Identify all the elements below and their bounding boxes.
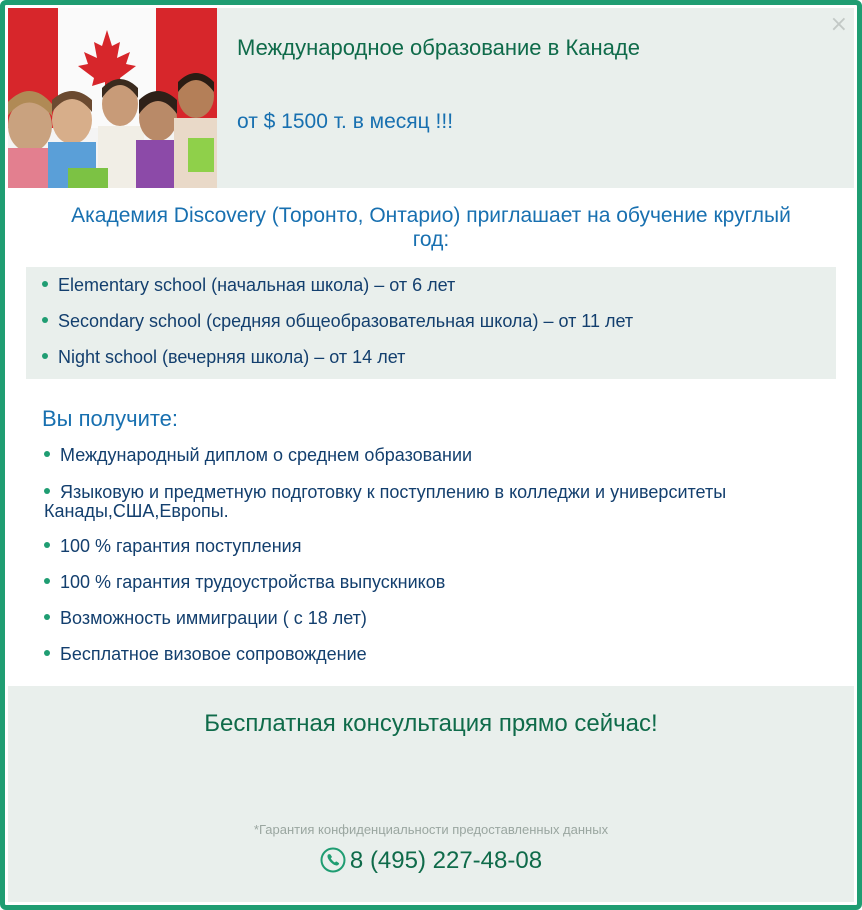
list-item [44,537,818,556]
bullet-icon [44,578,50,584]
list-item [44,645,818,664]
benefits-title: Вы получите: [42,406,179,431]
list-item-text: Бесплатное визовое сопровождение [60,644,367,664]
list-item [42,347,405,368]
privacy-note: *Гарантия конфиденциальности предоставленных данных [253,822,609,837]
bullet-icon [44,650,50,656]
list-item-text: Elementary school (начальная школа) – от 6 лет [58,275,456,295]
list-item [44,483,818,521]
popup-header [8,8,854,188]
bullet-icon [42,317,48,323]
list-item [42,275,455,296]
popup-frame [8,8,854,902]
bullet-icon [42,281,48,287]
list-item-text: Возможность иммиграции ( с 18 лет) [60,608,367,628]
school-levels-panel [26,267,836,379]
list-item [44,609,818,628]
header-price: от $ 1500 т. в месяц !!! [237,110,454,133]
list-item [44,446,818,465]
list-item-text: Night school (вечерняя школа) – от 14 лет [58,347,406,367]
close-icon[interactable]: × [829,12,848,37]
list-item-text: 100 % гарантия трудоустройства выпускников [60,572,446,592]
students-with-canada-flag-image [8,8,217,188]
bullet-icon [44,542,50,548]
bullet-icon [44,614,50,620]
list-item-text: Международный диплом о среднем образовании [60,445,473,465]
bullet-icon [42,353,48,359]
list-item [42,311,633,332]
header-title: Международное образование в Канаде [237,35,640,60]
popup-footer [8,686,854,902]
intro-text: Академия Discovery (Торонто, Онтарио) приглашает на обучение круглый год: [71,204,791,251]
bullet-icon [44,488,50,494]
consultation-cta: Бесплатная консультация прямо сейчас! [204,710,658,737]
list-item-text: Secondary school (средняя общеобразовательная школа) – от 11 лет [58,311,634,331]
phone-icon [320,847,346,873]
list-item [44,573,818,592]
bullet-icon [44,451,50,457]
phone-number[interactable]: 8 (495) 227-48-08 [349,847,543,874]
list-item-text: 100 % гарантия поступления [60,536,302,556]
list-item-text: Языковую и предметную подготовку к поступлению в колледжи и университеты Канады,США,Европы. [44,482,727,521]
phone-link[interactable] [8,847,854,875]
